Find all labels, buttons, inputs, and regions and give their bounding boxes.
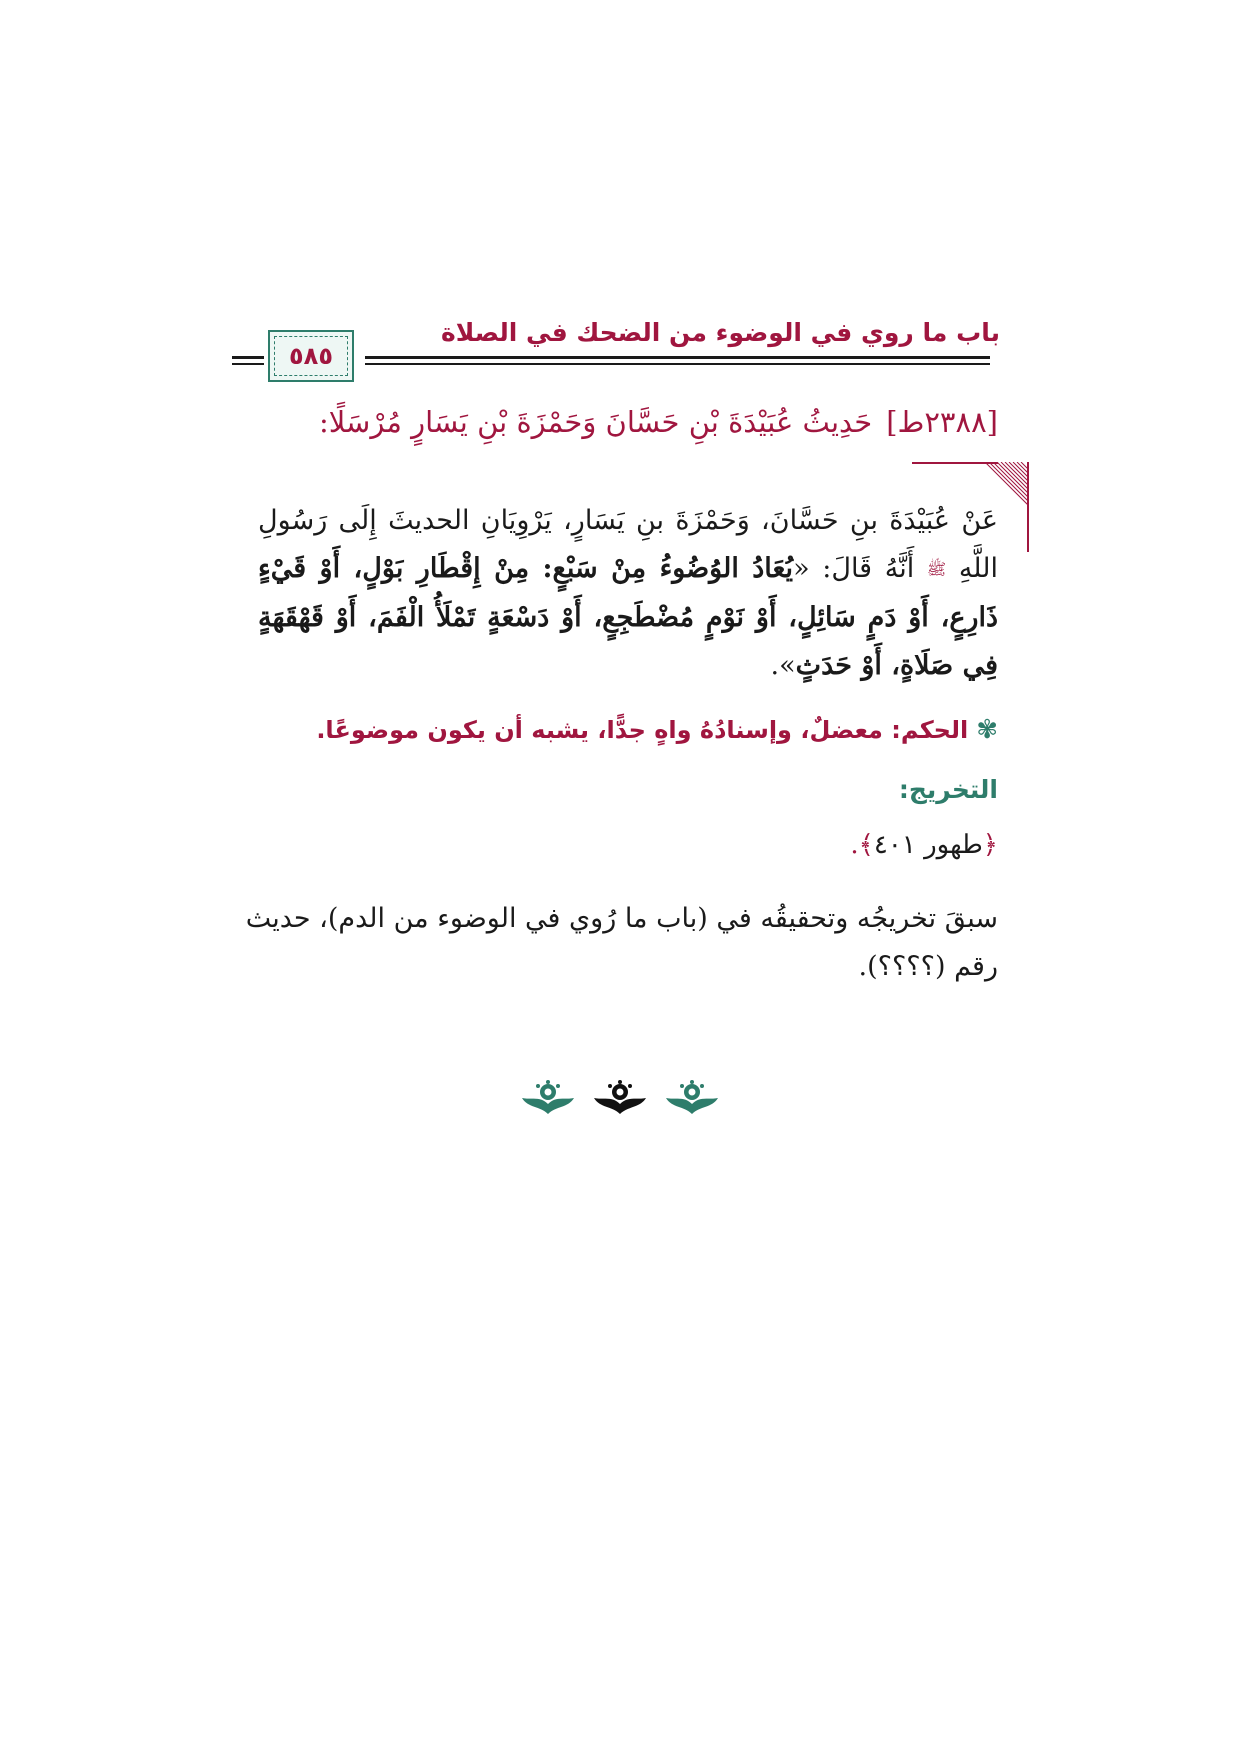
flower-icon: ✾	[976, 715, 998, 745]
ruling-text: معضلٌ، وإسنادُهُ واهٍ جدًّا، يشبه أن يكون موضوعًا.	[316, 716, 883, 744]
header-rule-left-top	[232, 356, 264, 359]
ref-bracket-close: ﴾.	[850, 830, 874, 860]
takhrij-reference	[850, 830, 998, 860]
page-number: ٥٨٥	[289, 342, 333, 370]
header-rule-right-bottom	[365, 363, 990, 365]
header-rule-right-top	[365, 356, 990, 359]
hadith-number: [٢٣٨٨ط]	[886, 405, 998, 439]
takhrij-label: التخريج:	[898, 775, 998, 804]
ref-text: طهور ٤٠١	[873, 830, 983, 860]
hadith-said: أَنَّهُ قَالَ: «	[793, 553, 915, 584]
ref-bracket-open: ﴿	[982, 830, 998, 860]
hadith-close: ».	[770, 649, 796, 681]
ornament-dark-icon	[592, 1080, 648, 1116]
hadith-title: حَدِيثُ عُبَيْدَةَ بْنِ حَسَّانَ وَحَمْزَةَ بْنِ يَسَارٍ مُرْسَلًا:	[318, 405, 873, 439]
hadith-intro: عَنْ عُبَيْدَةَ بنِ حَسَّانَ، وَحَمْزَةَ بنِ يَسَارٍ، يَرْوِيَانِ الحديثَ إِلَى رَسُولِ اللَّهِ	[258, 505, 998, 584]
page-number-badge	[268, 330, 354, 382]
ruling-label: الحكم:	[891, 716, 969, 744]
ornament-green-icon	[664, 1080, 720, 1116]
ruling-line	[316, 715, 998, 745]
header-rule-left-bottom	[232, 363, 264, 365]
takhrij-note: سبقَ تخريجُه وتحقيقُه في (باب ما رُوي في الوضوء من الدم)، حديث رقم (؟؟؟؟).	[245, 903, 998, 982]
hadith-heading	[319, 405, 998, 439]
ornament-green-icon	[520, 1080, 576, 1116]
hadith-text	[258, 497, 998, 690]
chapter-title: باب ما روي في الوضوء من الضحك في الصلاة	[441, 318, 1000, 347]
hadith-matn: يُعَادُ الوُضُوءُ مِنْ سَبْعٍ: مِنْ إِقْطَارِ بَوْلٍ، أَوْ قَيْءٍ ذَارِعٍ، أَوْ دَمٍ سَائِلٍ، أَوْ نَوْمٍ مُضْطَجِعٍ، أَوْ دَسْعَةٍ تَمْلَأُ الْفَمَ، أَوْ قَهْقَهَةٍ فِي صَلَاةٍ، أَوْ حَدَثٍ	[258, 553, 998, 681]
end-ornaments	[520, 1078, 720, 1118]
salutation-glyph: ﷺ	[926, 559, 947, 579]
